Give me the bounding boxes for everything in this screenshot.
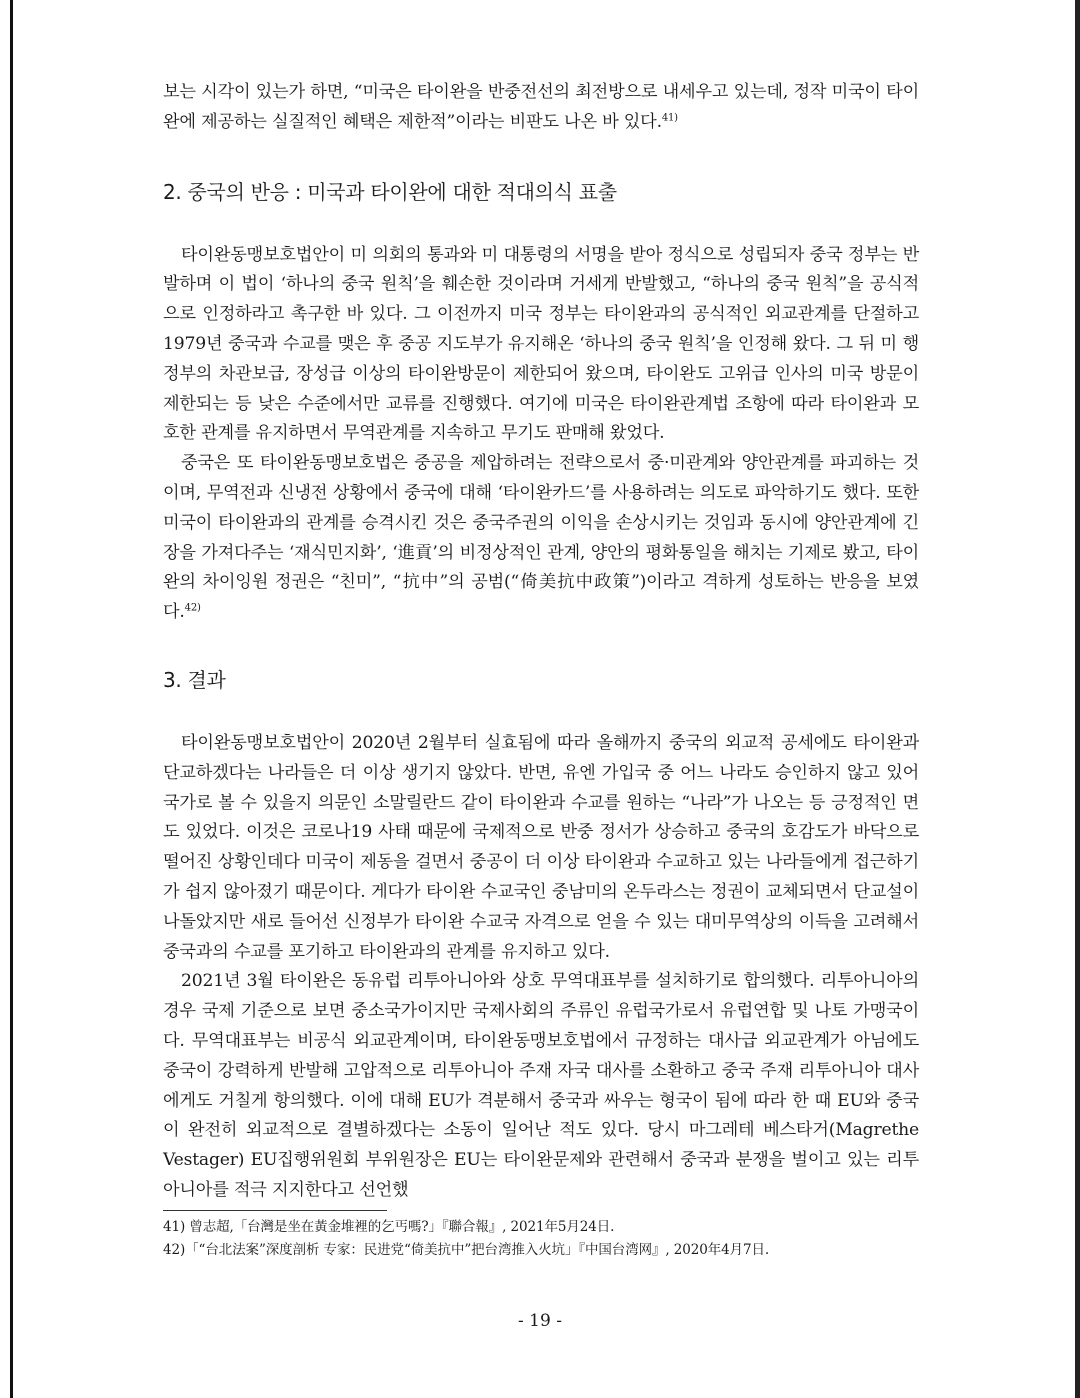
footnote-41: 41) 曾志超,「台灣是坐在黃金堆裡的乞丐嗎?」『聯合報』, 2021年5月24日. (163, 1219, 615, 1235)
page-number: - 19 - (518, 1311, 562, 1331)
footnote-ref-42[interactable]: 42) (184, 602, 201, 614)
section-2-paragraph-2: 중국은 또 타이완동맹보호법은 중공을 제압하려는 전략으로서 중·미관계와 양안관계를 파괴하는 것이며, 무역전과 신냉전 상황에서 중국에 대해 ‘타이완카드’를 사용하려는 의도로 파악하기도 했다. 또한 미국이 타이완과의 관계를 승격시킨 것은 중국주권의 이익을 손상시키는 것임과 동시에 양안관계에 긴장을 가져다주는 ‘재식민지화’, ‘進貢’의 비정상적인 관계, 양안의 평화통일을 해치는 기제로 봤고, 타이완의 차이잉원 정권은 “친미”, “抗中”의 공범(“倚美抗中政策”)이라고 격하게 성토하는 반응을 보였다.$^{42)}$ (163, 453, 919, 623)
footnote-ref-41[interactable]: 41) (661, 112, 678, 124)
section-3-heading: 3. 결과 (163, 667, 226, 692)
section-3-paragraph-1: 타이완동맹보호법안이 2020년 2월부터 실효됨에 따라 올해까지 중국의 외교적 공세에도 타이완과 단교하겠다는 나라들은 더 이상 생기지 않았다. 반면, 유엔 가입국 중 어느 나라도 승인하지 않고 있어 국가로 볼 수 있을지 의문인 소말릴란드 같이 타이완과 수교를 원하는 “나라”가 나오는 등 긍정적인 면도 있었다. 이것은 코로나19 사태 때문에 국제적으로 반중 정서가 상승하고 중국의 호감도가 바닥으로 떨어진 상황인데다 미국이 제동을 걸면서 중공이 더 이상 타이완과 수교하고 있는 나라들에게 접근하기가 쉽지 않아졌기 때문이다. 게다가 타이완 수교국인 중남미의 온두라스는 정권이 교체되면서 단교설이 나돌았지만 새로 들어선 신정부가 타이완 수교국 자격으로 얻을 수 있는 대미무역상의 이득을 고려해서 중국과의 수교를 포기하고 타이완과의 관계를 유지하고 있다. (163, 732, 919, 962)
page-right-border (1075, 0, 1080, 1398)
footnotes (163, 1216, 923, 1262)
footnote-divider (163, 1210, 387, 1211)
section-3-paragraph-2: 2021년 3월 타이완은 동유럽 리투아니아와 상호 무역대표부를 설치하기로 합의했다. 리투아니아의 경우 국제 기준으로 보면 중소국가이지만 국제사회의 주류인 유럽국가로서 유럽연합 및 나토 가맹국이다. 무역대표부는 비공식 외교관계이며, 타이완동맹보호법에서 규정하는 대사급 외교관계가 아님에도 중국이 강력하게 반발해 고압적으로 리투아니아 주재 자국 대사를 소환하고 중국 주재 리투아니아 대사에게도 거칠게 항의했다. 이에 대해 EU가 격분해서 중국과 싸우는 형국이 됨에 따라 한 때 EU와 중국이 완전히 외교적으로 결별하겠다는 소동이 일어난 적도 있다. 당시 마그레테 베스타거(Magrethe Vestager) EU집행위원회 부위원장은 EU는 타이완문제와 관련해서 중국과 분쟁을 벌이고 있는 리투아니아를 적극 지지한다고 선언했 (163, 971, 919, 1200)
top-paragraph: 보는 시각이 있는가 하면, “미국은 타이완을 반중전선의 최전방으로 내세우고 있는데, 정작 미국이 타이완에 제공하는 실질적인 혜택은 제한적”이라는 비판도 나온 바 있다.$^{41)}$ (163, 82, 919, 132)
section-2-paragraph-1: 타이완동맹보호법안이 미 의회의 통과와 미 대통령의 서명을 받아 정식으로 성립되자 중국 정부는 반발하며 이 법이 ‘하나의 중국 원칙’을 훼손한 것이라며 거세게 반발했고, “하나의 중국 원칙”을 공식적으로 인정하라고 촉구한 바 있다. 그 이전까지 미국 정부는 타이완과의 공식적인 외교관계를 단절하고 1979년 중국과 수교를 맺은 후 중공 지도부가 유지해온 ‘하나의 중국 원칙’을 인정해 왔다. 그 뒤 미 행정부의 차관보급, 장성급 이상의 타이완방문이 제한되어 왔으며, 타이완도 고위급 인사의 미국 방문이 제한되는 등 낮은 수준에서만 교류를 진행했다. 여기에 미국은 타이완관계법 조항에 따라 타이완과 모호한 관계를 유지하면서 무역관계를 지속하고 무기도 판매해 왔었다. (163, 244, 919, 444)
document-body (163, 78, 919, 1206)
page-left-border (10, 0, 13, 1398)
section-2-heading: 2. 중국의 반응 : 미국과 타이완에 대한 적대의식 표출 (163, 179, 617, 204)
footnote-42: 42)「“台北法案”深度剖析 专家：民进党“倚美抗中”把台湾推入火坑」『中国台湾网』, 2020年4月7日. (163, 1242, 770, 1258)
